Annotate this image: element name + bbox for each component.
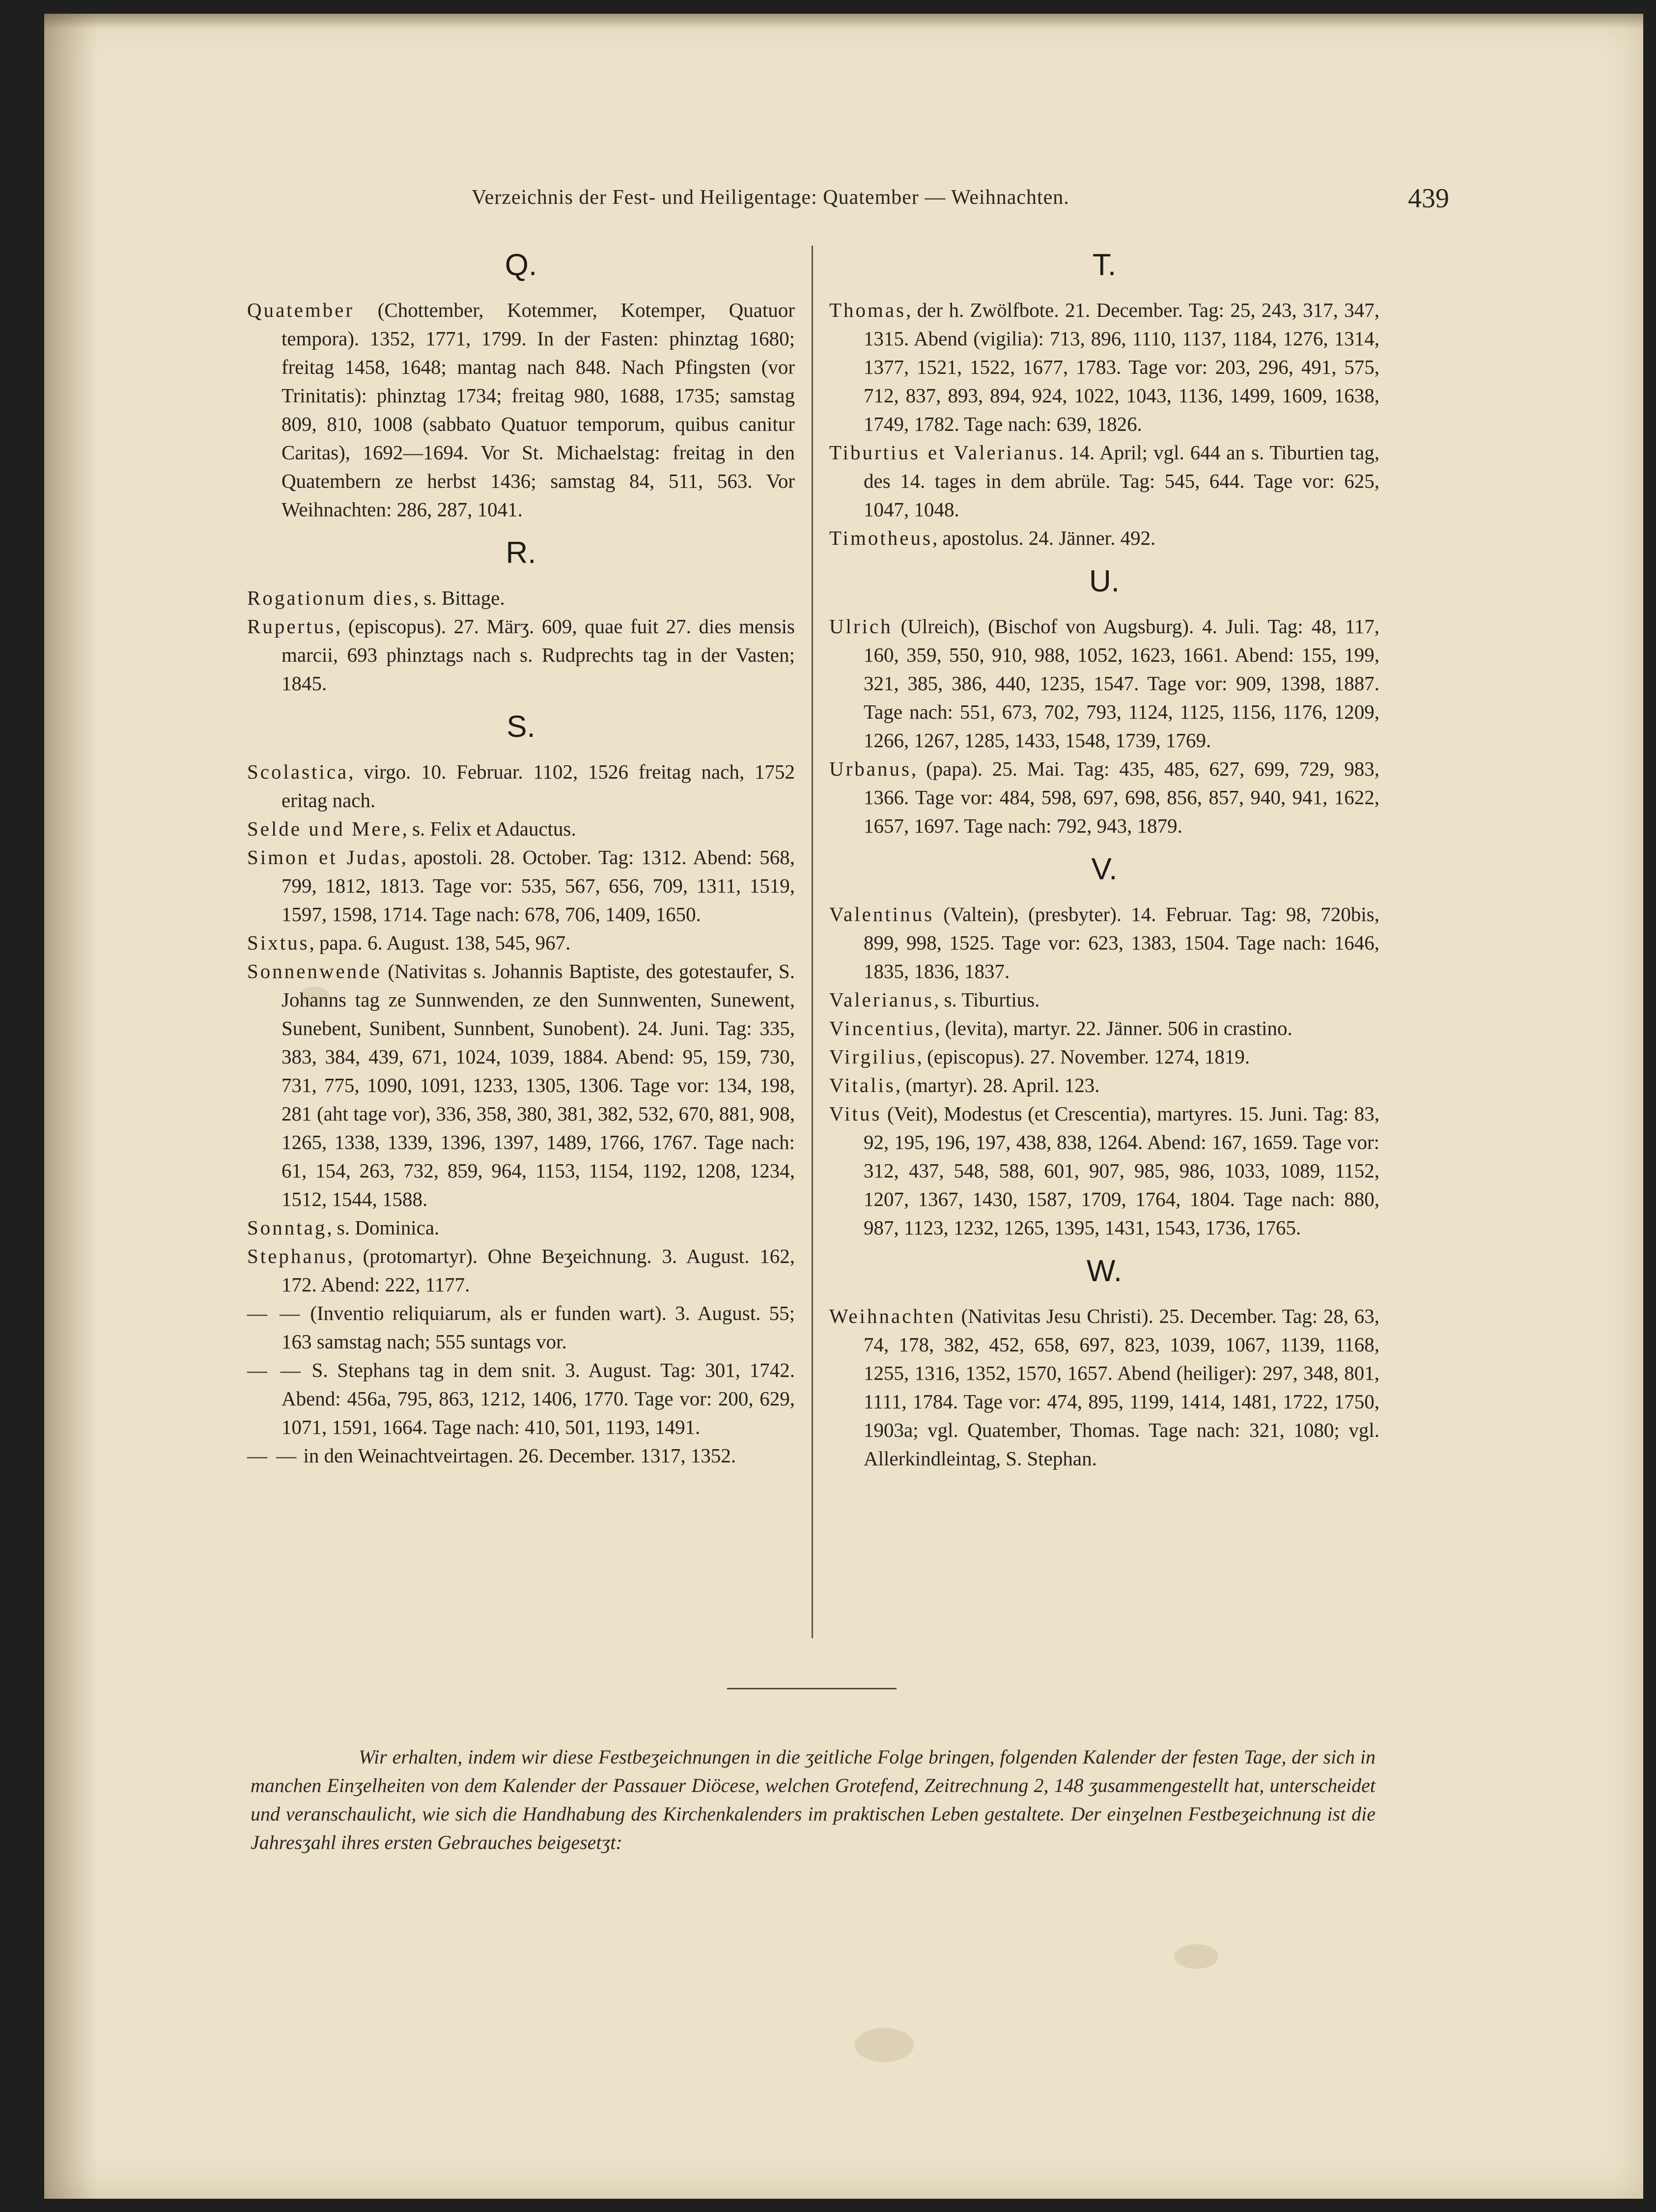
- entry-headword: Urbanus: [829, 757, 911, 780]
- entry-headword: Simon et Judas: [247, 846, 401, 868]
- index-entry: [829, 900, 1379, 985]
- entry-text: , apostolus. 24. Jänner. 492.: [932, 527, 1156, 549]
- entry-text: , (protomartyr). Ohne Beʒeichnung. 3. August. 162, 172. Abend: 222, 1177.: [281, 1245, 795, 1296]
- entry-text: S. Stephans tag in dem snit. 3. August. Tag: 301, 1742. Abend: 456a, 795, 863, 1212, 1406, 1770. Tage vor: 200, 629, 1071, 1591, 1664. Tage nach: 410, 501, 1193, 1491.: [281, 1359, 795, 1438]
- index-entry: [247, 1299, 795, 1356]
- index-entry: [247, 757, 795, 814]
- section-rule: [727, 1688, 897, 1689]
- entry-text: , apostoli. 28. October. Tag: 1312. Abend: 568, 799, 1812, 1813. Tage vor: 535, 567, 656, 709, 1311, 1519, 1597, 1598, 1714. Tage nach: 678, 706, 1409, 1650.: [281, 846, 795, 925]
- entry-headword: Rupertus: [247, 615, 336, 638]
- index-entry: [829, 524, 1379, 552]
- index-entry: [829, 296, 1379, 438]
- entry-headword: Sonnenwende: [247, 960, 382, 982]
- entry-text: , (papa). 25. Mai. Tag: 435, 485, 627, 699, 729, 983, 1366. Tage vor: 484, 598, 697, 698, 856, 857, 940, 941, 1622, 1657, 1697. Tage nach: 792, 943, 1879.: [864, 757, 1379, 837]
- entry-headword: Virgilius: [829, 1045, 917, 1068]
- entry-headword: Selde und Mere: [247, 817, 402, 840]
- entry-text: , s. Tiburtius.: [934, 988, 1040, 1011]
- index-entry: [829, 1014, 1379, 1042]
- index-entry: [829, 1071, 1379, 1099]
- index-entry: [829, 985, 1379, 1014]
- entry-headword: Valentinus: [829, 903, 934, 925]
- entry-headword: Ulrich: [829, 615, 893, 638]
- entry-headword: Timotheus: [829, 527, 932, 549]
- page-top-shadow: [44, 14, 1643, 28]
- page-number: 439: [1408, 183, 1449, 214]
- section-letter: R.: [505, 536, 536, 570]
- entry-text: in den Weinachtveirtagen. 26. December. 1317, 1352.: [298, 1444, 736, 1467]
- section-letter: W.: [1086, 1254, 1123, 1288]
- entry-headword: Sixtus: [247, 931, 309, 954]
- entry-text: , (episcopus). 27. Märʒ. 609, quae fuit 27. dies mensis marcii, 693 phinztags nach s. Rudprechts tag in der Vasten; 1845.: [281, 615, 795, 695]
- index-entry: [247, 612, 795, 698]
- entry-headword: Vincentius: [829, 1017, 935, 1039]
- entry-text: , der h. Zwölfbote. 21. December. Tag: 25, 243, 317, 347, 1315. Abend (vigilia): 713, 896, 1110, 1137, 1184, 1276, 1314, 1377, 1521, 1522, 1677, 1783. Tage vor: 203, 296, 491, 575, 712, 837, 893, 894, 924, 1022, 1043, 1136, 1499, 1609, 1638, 1749, 1782. Tage nach: 639, 1826.: [864, 299, 1379, 435]
- running-head: [196, 183, 1459, 220]
- index-entry: [247, 1242, 795, 1299]
- entry-text: (Nativitas s. Johannis Baptiste, des gotestaufer, S. Johanns tag ze Sunnwenden, ze den Sunnwenten, Sunewent, Sunebent, Sunibent, Sunnbent, Sunobent). 24. Juni. Tag: 335, 383, 384, 439, 671, 1024, 1039, 1884. Abend: 95, 159, 730, 731, 775, 1090, 1091, 1233, 1305, 1306. Tage vor: 134, 198, 281 (aht tage vor), 336, 358, 380, 381, 382, 532, 670, 881, 908, 1265, 1338, 1339, 1396, 1397, 1489, 1766, 1767. Tage nach: 61, 154, 263, 732, 859, 964, 1153, 1154, 1192, 1208, 1234, 1512, 1544, 1588.: [281, 960, 795, 1210]
- footnote-text: Wir erhalten, indem wir diese Festbeʒeichnungen in die ʒeitliche Folge bringen, folgenden Kalender der festen Tage, der sich in manchen Einʒelheiten von dem Kalender der Passauer Diöcese, welchen Grotefend, Zeitrechnung 2, 148 ʒusammengestellt hat, unterscheidet und veranschaulicht, wie sich die Handhabung des Kirchenkalenders im praktischen Leben gestaltete. Der einʒelnen Festbeʒeichnung ist die Jahresʒahl ihres ersten Gebrauches beigesetʒt:: [251, 1746, 1375, 1853]
- section-letter: V.: [1091, 852, 1118, 886]
- page-gutter-shadow: [44, 14, 98, 2199]
- entry-text: (Chottember, Kotemmer, Kotemper, Quatuor tempora). 1352, 1771, 1799. In der Fasten: phinztag 1680; freitag 1458, 1648; mantag nach 848. Nach Pfingsten (vor Trinitatis): phinztag 1734; freitag 980, 1688, 1735; samstag 809, 810, 1008 (sabbato Quatuor temporum, quibus canitur Caritas), 1692—1694. Vor St. Michaelstag: freitag in den Quatembern ze herbst 1436; samstag 84, 511, 563. Vor Weihnachten: 286, 287, 1041.: [281, 299, 795, 521]
- entry-text: (Inventio reliquiarum, als er funden wart). 3. August. 55; 163 samstag nach; 555 suntags vor.: [281, 1302, 795, 1353]
- entry-headword: Weihnachten: [829, 1305, 955, 1327]
- index-entry: [829, 1042, 1379, 1071]
- section-letter: T.: [1092, 248, 1117, 282]
- left-column: [247, 236, 795, 1470]
- index-entry: [829, 1302, 1379, 1473]
- index-entry: [247, 928, 795, 957]
- entry-text: (Veit), Modestus (et Crescentia), martyres. 15. Juni. Tag: 83, 92, 195, 196, 197, 438, 838, 1264. Abend: 167, 1659. Tage vor: 312, 437, 548, 588, 601, 907, 985, 986, 1033, 1089, 1152, 1207, 1367, 1430, 1587, 1709, 1764, 1804. Tage nach: 880, 987, 1123, 1232, 1265, 1395, 1431, 1543, 1736, 1765.: [864, 1102, 1379, 1239]
- index-entry: [247, 584, 795, 612]
- entry-text: (Valtein), (presbyter). 14. Februar. Tag: 98, 720bis, 899, 998, 1525. Tage vor: 623, 1383, 1504. Tage nach: 1646, 1835, 1836, 1837.: [864, 903, 1379, 982]
- entry-text: . 14. April; vgl. 644 an s. Tiburtien tag, des 14. tages in dem abrüle. Tag: 545, 644. Tage vor: 625, 1047, 1048.: [864, 441, 1379, 521]
- footnote: [251, 1743, 1375, 1857]
- entry-text: (Ulreich), (Bischof von Augsburg). 4. Juli. Tag: 48, 117, 160, 359, 550, 910, 988, 1052, 1623, 1661. Abend: 155, 199, 321, 385, 386, 440, 1235, 1547. Tage vor: 909, 1398, 1887. Tage nach: 551, 673, 702, 793, 1124, 1125, 1156, 1176, 1209, 1266, 1267, 1285, 1433, 1548, 1739, 1769.: [864, 615, 1379, 752]
- index-entry: [247, 957, 795, 1213]
- index-entry: [829, 612, 1379, 755]
- entry-headword: Quatember: [247, 299, 355, 321]
- index-entry: [247, 1441, 795, 1470]
- entry-headword: Rogationum dies: [247, 587, 414, 609]
- entry-headword: Valerianus: [829, 988, 934, 1011]
- entry-text: , s. Dominica.: [327, 1216, 440, 1239]
- entry-headword: — —: [247, 1359, 303, 1381]
- entry-text: , (martyr). 28. April. 123.: [895, 1074, 1100, 1096]
- paper-stain: [1174, 1944, 1218, 1969]
- entry-headword: Vitalis: [829, 1074, 896, 1096]
- section-letter: S.: [506, 710, 535, 744]
- index-entry: [247, 296, 795, 524]
- entry-headword: Sonntag: [247, 1216, 327, 1239]
- entry-headword: Thomas: [829, 299, 906, 321]
- entry-text: , (levita), martyr. 22. Jänner. 506 in crastino.: [935, 1017, 1292, 1039]
- section-letter: Q.: [505, 248, 537, 282]
- entry-text: (Nativitas Jesu Christi). 25. December. Tag: 28, 63, 74, 178, 382, 452, 658, 697, 823, 1039, 1067, 1139, 1168, 1255, 1316, 1352, 1570, 1657. Abend (heiliger): 297, 348, 801, 1111, 1784. Tage vor: 474, 895, 1199, 1414, 1481, 1722, 1750, 1903a; vgl. Quatember, Thomas. Tage nach: 321, 1080; vgl. Allerkindleintag, S. Stephan.: [864, 1305, 1379, 1470]
- entry-text: , s. Bittage.: [414, 587, 505, 609]
- index-entry: [247, 1356, 795, 1441]
- entry-headword: — —: [247, 1444, 299, 1467]
- index-entry: [829, 438, 1379, 524]
- entry-headword: Vitus: [829, 1102, 882, 1125]
- entry-text: , (episcopus). 27. November. 1274, 1819.: [917, 1045, 1250, 1068]
- section-letter: U.: [1089, 564, 1120, 598]
- paper-stain: [855, 2028, 914, 2062]
- entry-text: , virgo. 10. Februar. 1102, 1526 freitag nach, 1752 eritag nach.: [281, 760, 795, 812]
- index-entry: [247, 1213, 795, 1242]
- right-column: [829, 236, 1379, 1473]
- index-entry: [247, 814, 795, 843]
- running-head-title: Verzeichnis der Fest- und Heiligentage: Quatember — Weihnachten.: [472, 186, 1069, 209]
- entry-headword: Tiburtius et Valerianus: [829, 441, 1059, 464]
- index-entry: [829, 1099, 1379, 1242]
- entry-headword: Scolastica: [247, 760, 349, 783]
- entry-headword: — —: [247, 1302, 302, 1324]
- entry-headword: Stephanus: [247, 1245, 348, 1267]
- entry-text: , papa. 6. August. 138, 545, 967.: [309, 931, 571, 954]
- column-divider: [812, 246, 813, 1638]
- index-entry: [247, 843, 795, 928]
- index-entry: [829, 755, 1379, 840]
- entry-text: , s. Felix et Adauctus.: [402, 817, 576, 840]
